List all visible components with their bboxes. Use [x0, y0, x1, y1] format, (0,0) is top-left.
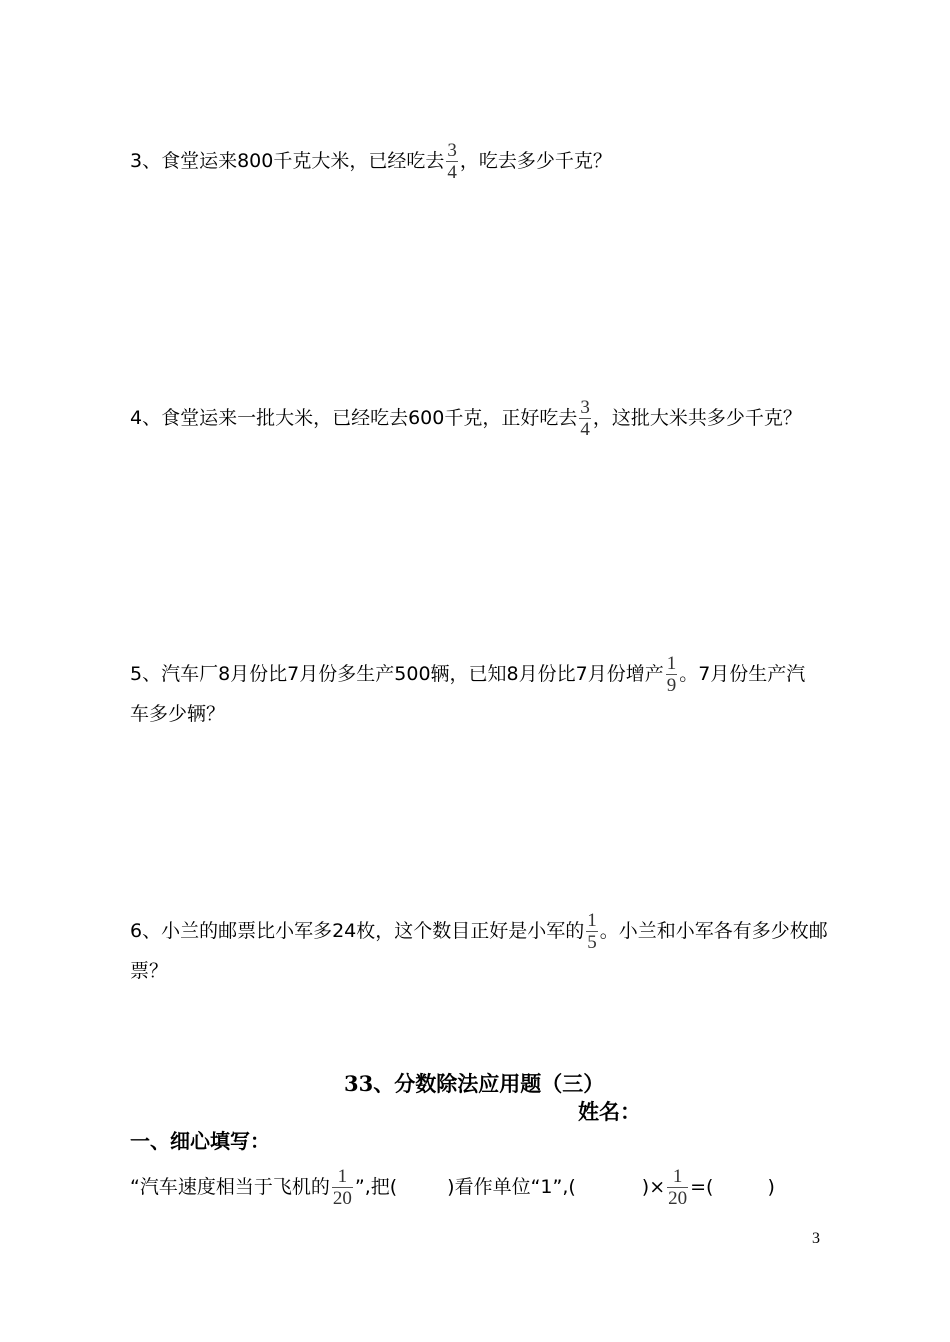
fill-text-5: =(	[690, 1176, 714, 1198]
fill-text-6: )	[767, 1176, 775, 1198]
fill-text-3: )看作单位“1”,(	[447, 1176, 576, 1198]
question-5	[130, 653, 805, 696]
question-4-text-end: ，这批大米共多少千克？	[592, 407, 802, 429]
fill-fraction-2: $\frac{1}{20}$	[668, 1166, 688, 1209]
question-4-text: 4、食堂运来一批大米，已经吃去600千克，正好吃去	[130, 407, 578, 429]
question-3	[130, 140, 612, 183]
section-title: 33、分数除法应用题（三）	[344, 1071, 605, 1096]
question-3-fraction: $\frac{3}{4}$	[447, 140, 457, 183]
question-4-fraction: $\frac{3}{4}$	[580, 397, 590, 440]
question-6-fraction: $\frac{1}{5}$	[587, 910, 597, 953]
question-3-text-end: ，吃去多少千克？	[459, 150, 612, 172]
question-5-line-2: 车多少辆？	[130, 703, 226, 725]
question-3-text: 3、食堂运来800千克大米，已经吃去	[130, 150, 445, 172]
name-label: 姓名：	[578, 1099, 641, 1124]
page-number: 3	[812, 1230, 820, 1247]
fill-text-1: “汽车速度相当于飞机的	[130, 1176, 330, 1198]
question-5-text-end: 。7月份生产汽	[679, 663, 806, 685]
question-6-text-end: 。小兰和小军各有多少枚邮	[599, 920, 828, 942]
question-5-text: 5、汽车厂8月份比7月份多生产500辆，已知8月份比7月份增产	[130, 663, 664, 685]
question-6	[130, 910, 828, 953]
question-6-text: 6、小兰的邮票比小军多24枚，这个数目正好是小军的	[130, 920, 585, 942]
fill-text-2: ”,把(	[354, 1176, 398, 1198]
question-5-fraction: $\frac{1}{9}$	[666, 653, 677, 696]
question-4	[130, 397, 802, 440]
fill-fraction-1: $\frac{1}{20}$	[332, 1166, 352, 1209]
question-6-line-2: 票？	[130, 960, 169, 982]
fill-in-question	[130, 1166, 775, 1209]
fill-text-4: )×	[641, 1176, 666, 1198]
part-one-heading: 一、细心填写：	[130, 1129, 270, 1153]
